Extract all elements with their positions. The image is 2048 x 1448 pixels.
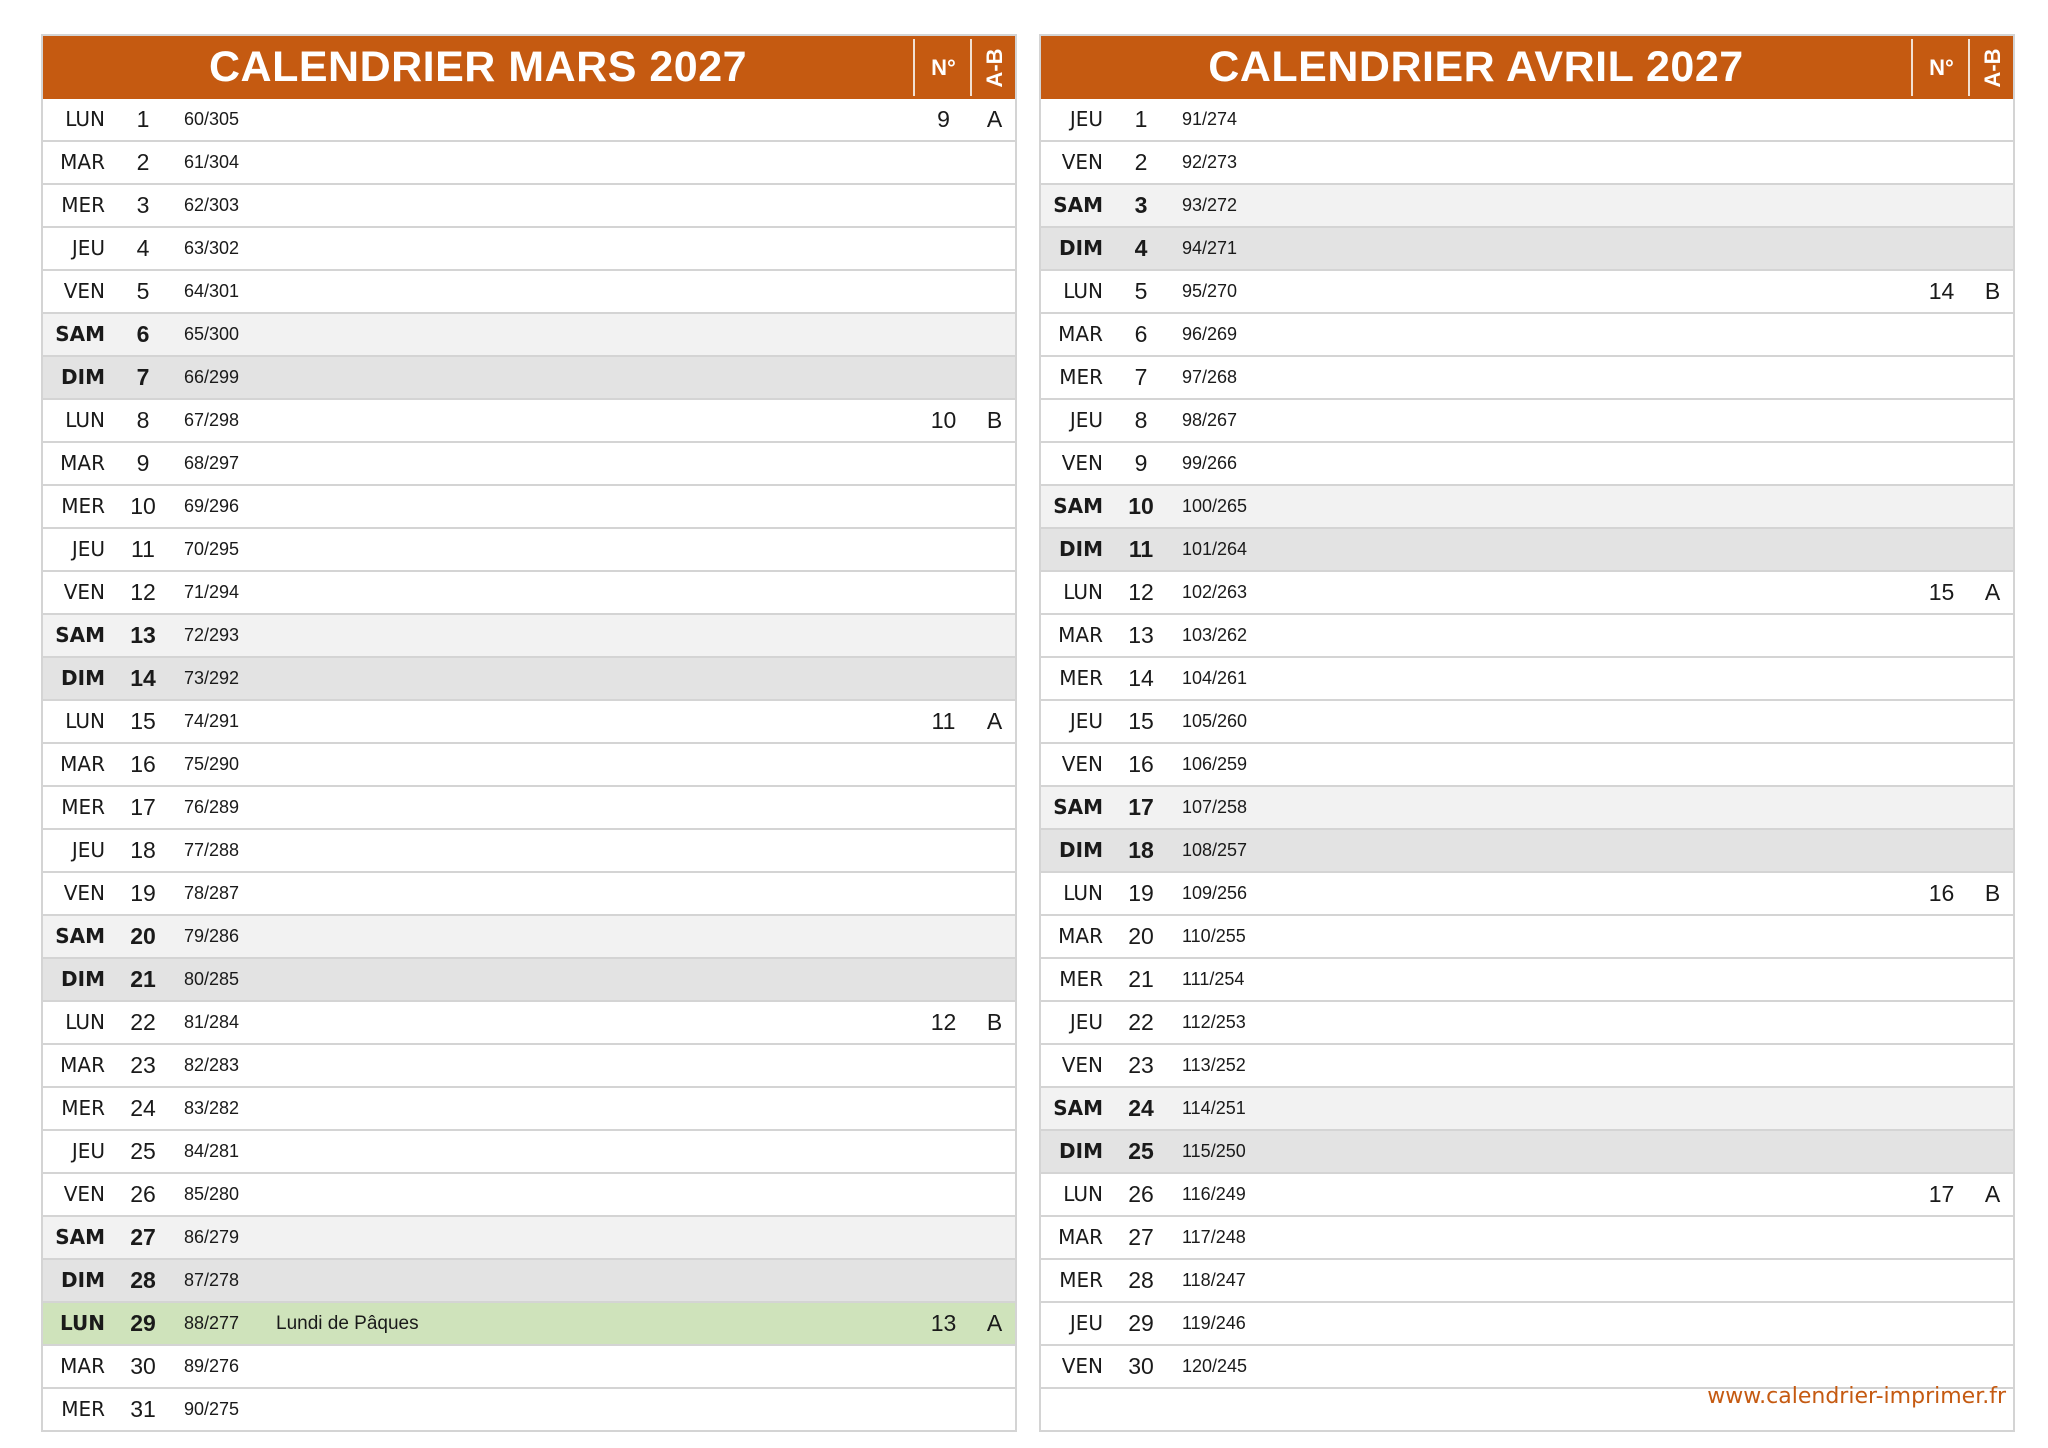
day-number: 16 xyxy=(130,751,156,777)
event-label: Lundi de Pâques xyxy=(276,1313,419,1334)
day-rows xyxy=(43,99,1015,1430)
day-row xyxy=(1041,1258,2013,1301)
day-of-year: 70/295 xyxy=(184,539,240,559)
day-of-year: 114/251 xyxy=(1182,1098,1246,1118)
day-row xyxy=(1041,742,2013,785)
day-of-year: 120/245 xyxy=(1182,1356,1248,1376)
day-row xyxy=(1041,1000,2013,1043)
day-name: LUN xyxy=(1063,580,1103,604)
day-of-year: 76/289 xyxy=(184,797,240,817)
day-row xyxy=(43,1344,1015,1387)
day-row xyxy=(1041,1086,2013,1129)
ab-week-header xyxy=(972,36,1017,99)
day-number: 31 xyxy=(130,1396,156,1422)
day-number: 28 xyxy=(1128,1267,1154,1293)
day-row xyxy=(1041,613,2013,656)
day-row xyxy=(1041,140,2013,183)
day-number: 3 xyxy=(1134,192,1148,218)
day-name: SAM xyxy=(55,623,105,647)
day-number: 8 xyxy=(1134,407,1148,433)
day-of-year: 88/277 xyxy=(184,1313,240,1333)
day-name: SAM xyxy=(1053,193,1103,217)
day-of-year: 64/301 xyxy=(184,281,240,301)
day-row xyxy=(43,269,1015,312)
day-row xyxy=(1041,570,2013,613)
day-number: 3 xyxy=(136,192,150,218)
day-of-year: 77/288 xyxy=(184,840,240,860)
day-row xyxy=(1041,441,2013,484)
day-name: MAR xyxy=(60,451,105,475)
day-of-year: 95/270 xyxy=(1182,281,1238,301)
day-number: 23 xyxy=(1128,1052,1154,1078)
day-name: MAR xyxy=(60,1053,105,1077)
day-number: 29 xyxy=(1128,1310,1154,1336)
day-of-year: 80/285 xyxy=(184,969,240,989)
day-name: MER xyxy=(61,1096,105,1120)
day-of-year: 84/281 xyxy=(184,1141,240,1161)
day-of-year: 106/259 xyxy=(1182,754,1248,774)
week-number: 10 xyxy=(930,407,957,433)
day-number: 4 xyxy=(1134,235,1148,261)
day-number: 1 xyxy=(136,106,150,132)
month-header xyxy=(1041,36,2013,99)
day-row xyxy=(43,1129,1015,1172)
day-number: 30 xyxy=(130,1353,156,1379)
day-number: 23 xyxy=(130,1052,156,1078)
ab-week: B xyxy=(1984,880,2001,906)
day-number: 26 xyxy=(130,1181,156,1207)
day-name xyxy=(1041,1389,1103,1430)
day-name: DIM xyxy=(1059,236,1103,260)
day-of-year: 98/267 xyxy=(1182,410,1238,430)
day-name: MAR xyxy=(1058,1225,1103,1249)
day-number: 2 xyxy=(1134,149,1148,175)
day-of-year: 92/273 xyxy=(1182,152,1238,172)
ab-week-header-label: A-B xyxy=(1979,47,2005,88)
day-name: VEN xyxy=(63,881,105,905)
day-number: 1 xyxy=(1134,106,1148,132)
day-name: JEU xyxy=(1069,107,1103,131)
website-link[interactable]: www.calendrier-imprimer.fr xyxy=(1707,1384,2006,1409)
day-row xyxy=(43,914,1015,957)
day-row xyxy=(1041,699,2013,742)
day-name: MER xyxy=(1059,1268,1103,1292)
day-row xyxy=(43,1301,1015,1344)
day-number: 12 xyxy=(1128,579,1154,605)
day-name: LUN xyxy=(59,1311,105,1335)
ab-week: B xyxy=(986,1009,1003,1035)
day-row xyxy=(43,1043,1015,1086)
day-row xyxy=(1041,484,2013,527)
day-number: 25 xyxy=(1128,1138,1154,1164)
day-name: DIM xyxy=(61,1268,105,1292)
day-name: JEU xyxy=(1069,709,1103,733)
day-row xyxy=(1041,1344,2013,1387)
day-name: VEN xyxy=(1061,1354,1103,1378)
day-name: MAR xyxy=(1058,623,1103,647)
day-row xyxy=(1041,99,2013,140)
day-of-year: 117/248 xyxy=(1182,1227,1246,1247)
day-of-year: 61/304 xyxy=(184,152,240,172)
day-number: 24 xyxy=(1128,1095,1154,1121)
day-name: JEU xyxy=(71,1139,105,1163)
day-of-year: 69/296 xyxy=(184,496,240,516)
day-number: 4 xyxy=(136,235,150,261)
day-row xyxy=(1041,1043,2013,1086)
day-name: MAR xyxy=(60,150,105,174)
day-of-year: 99/266 xyxy=(1182,453,1238,473)
day-of-year: 63/302 xyxy=(184,238,240,258)
day-name: MER xyxy=(1059,666,1103,690)
day-number: 10 xyxy=(130,493,156,519)
ab-week: A xyxy=(1984,579,2001,605)
day-of-year: 111/254 xyxy=(1182,969,1245,989)
day-name: DIM xyxy=(61,365,105,389)
day-of-year: 62/303 xyxy=(184,195,240,215)
day-row xyxy=(43,441,1015,484)
day-number: 13 xyxy=(130,622,156,648)
day-name: VEN xyxy=(1061,150,1103,174)
week-number-header: N° xyxy=(1929,55,1954,80)
day-row xyxy=(1041,355,2013,398)
day-number: 15 xyxy=(130,708,156,734)
day-of-year: 116/249 xyxy=(1182,1184,1246,1204)
day-of-year: 85/280 xyxy=(184,1184,240,1204)
day-name: DIM xyxy=(1059,838,1103,862)
day-of-year: 119/246 xyxy=(1182,1313,1246,1333)
calendar-march xyxy=(41,34,1017,1432)
day-name: MAR xyxy=(1058,322,1103,346)
ab-week-header xyxy=(1970,36,2015,99)
day-of-year: 105/260 xyxy=(1182,711,1248,731)
day-of-year: 65/300 xyxy=(184,324,240,344)
day-number: 26 xyxy=(1128,1181,1154,1207)
day-of-year: 107/258 xyxy=(1182,797,1248,817)
day-of-year: 104/261 xyxy=(1182,668,1248,688)
day-row xyxy=(43,398,1015,441)
day-row xyxy=(1041,914,2013,957)
day-row xyxy=(43,140,1015,183)
calendar-april xyxy=(1039,34,2015,1432)
day-of-year: 81/284 xyxy=(184,1012,240,1032)
day-of-year: 82/283 xyxy=(184,1055,240,1075)
day-number: 29 xyxy=(130,1310,156,1336)
header-divider xyxy=(1911,39,1913,96)
day-number: 30 xyxy=(1128,1353,1154,1379)
day-of-year: 93/272 xyxy=(1182,195,1238,215)
day-number xyxy=(1111,1389,1171,1430)
day-of-year: 86/279 xyxy=(184,1227,240,1247)
day-of-year: 97/268 xyxy=(1182,367,1238,387)
week-number: 17 xyxy=(1928,1181,1955,1207)
day-name: LUN xyxy=(1063,279,1103,303)
day-row xyxy=(43,656,1015,699)
day-number: 20 xyxy=(1128,923,1154,949)
day-of-year: 96/269 xyxy=(1182,324,1238,344)
day-row xyxy=(1041,527,2013,570)
day-of-year: 79/286 xyxy=(184,926,240,946)
day-number: 28 xyxy=(130,1267,156,1293)
day-name: JEU xyxy=(71,838,105,862)
day-of-year: 102/263 xyxy=(1182,582,1248,602)
week-number: 11 xyxy=(931,708,956,734)
day-name: JEU xyxy=(1069,1010,1103,1034)
day-name: JEU xyxy=(71,236,105,260)
day-number: 11 xyxy=(131,536,155,562)
day-number: 25 xyxy=(130,1138,156,1164)
day-of-year: 66/299 xyxy=(184,367,240,387)
day-number: 7 xyxy=(1134,364,1148,390)
week-number: 14 xyxy=(1928,278,1955,304)
day-row xyxy=(43,355,1015,398)
day-name: VEN xyxy=(1061,451,1103,475)
ab-week-header-label: A-B xyxy=(981,47,1007,88)
day-name: VEN xyxy=(63,1182,105,1206)
day-of-year: 91/274 xyxy=(1182,109,1238,129)
day-row xyxy=(43,484,1015,527)
day-of-year: 72/293 xyxy=(184,625,240,645)
day-name: SAM xyxy=(55,322,105,346)
day-number: 6 xyxy=(1134,321,1148,347)
week-number: 12 xyxy=(930,1009,957,1035)
day-number: 17 xyxy=(1128,794,1154,820)
day-of-year: 60/305 xyxy=(184,109,240,129)
day-name: MER xyxy=(1059,967,1103,991)
day-of-year: 103/262 xyxy=(1182,625,1248,645)
day-of-year: 75/290 xyxy=(184,754,240,774)
header-divider xyxy=(913,39,915,96)
week-number: 16 xyxy=(1928,880,1955,906)
day-of-year: 109/256 xyxy=(1182,883,1248,903)
day-row xyxy=(43,742,1015,785)
day-of-year: 110/255 xyxy=(1182,926,1246,946)
day-number: 27 xyxy=(1128,1224,1154,1250)
day-row xyxy=(1041,398,2013,441)
day-row xyxy=(1041,1129,2013,1172)
day-row xyxy=(43,1000,1015,1043)
day-number: 6 xyxy=(136,321,150,347)
day-name: DIM xyxy=(1059,1139,1103,1163)
day-row xyxy=(43,1215,1015,1258)
day-name: SAM xyxy=(55,924,105,948)
day-name: SAM xyxy=(1053,494,1103,518)
day-number: 8 xyxy=(136,407,150,433)
day-of-year: 100/265 xyxy=(1182,496,1248,516)
day-number: 14 xyxy=(130,665,156,691)
day-name: MER xyxy=(61,795,105,819)
day-name: JEU xyxy=(1069,1311,1103,1335)
day-name: LUN xyxy=(65,1010,105,1034)
week-number: 15 xyxy=(1928,579,1955,605)
day-row xyxy=(1041,269,2013,312)
day-row xyxy=(1041,226,2013,269)
week-number: 9 xyxy=(937,106,950,132)
day-row xyxy=(43,570,1015,613)
ab-week: B xyxy=(986,407,1003,433)
day-row xyxy=(43,828,1015,871)
day-name: MER xyxy=(1059,365,1103,389)
day-name: DIM xyxy=(61,666,105,690)
day-number: 11 xyxy=(1128,536,1154,562)
day-row xyxy=(43,527,1015,570)
day-name: MAR xyxy=(60,1354,105,1378)
day-of-year: 113/252 xyxy=(1182,1055,1246,1075)
day-name: MAR xyxy=(1058,924,1103,948)
day-name: JEU xyxy=(71,537,105,561)
ab-week: A xyxy=(986,708,1003,734)
day-of-year xyxy=(1182,1389,1302,1430)
day-name: SAM xyxy=(1053,1096,1103,1120)
day-row xyxy=(43,871,1015,914)
day-row xyxy=(1041,871,2013,914)
day-row xyxy=(1041,828,2013,871)
day-number: 18 xyxy=(1128,837,1154,863)
month-title: CALENDRIER AVRIL 2027 xyxy=(1208,43,1744,91)
day-row xyxy=(43,183,1015,226)
day-name: MER xyxy=(61,193,105,217)
day-of-year: 94/271 xyxy=(1182,238,1238,258)
day-number: 7 xyxy=(136,364,150,390)
day-of-year: 115/250 xyxy=(1182,1141,1246,1161)
day-name: VEN xyxy=(63,279,105,303)
day-row xyxy=(43,226,1015,269)
day-number: 19 xyxy=(1128,880,1154,906)
day-of-year: 78/287 xyxy=(184,883,240,903)
ab-week: A xyxy=(986,106,1003,132)
ab-week: A xyxy=(986,1310,1003,1336)
ab-week: A xyxy=(1984,1181,2001,1207)
day-of-year: 67/298 xyxy=(184,410,240,430)
day-name: LUN xyxy=(65,709,105,733)
day-of-year: 74/291 xyxy=(184,711,240,731)
month-header xyxy=(43,36,1015,99)
day-of-year: 71/294 xyxy=(184,582,240,602)
day-of-year: 118/247 xyxy=(1182,1270,1246,1290)
day-row xyxy=(1041,656,2013,699)
day-row xyxy=(43,1258,1015,1301)
day-of-year: 90/275 xyxy=(184,1399,240,1419)
day-name: JEU xyxy=(1069,408,1103,432)
day-number: 22 xyxy=(1128,1009,1154,1035)
day-number: 9 xyxy=(136,450,150,476)
day-name: DIM xyxy=(61,967,105,991)
day-row xyxy=(43,785,1015,828)
day-row xyxy=(1041,1215,2013,1258)
day-rows xyxy=(1041,99,2013,1430)
day-row xyxy=(43,957,1015,1000)
day-name: LUN xyxy=(65,408,105,432)
ab-week: B xyxy=(1984,278,2001,304)
day-number: 9 xyxy=(1134,450,1148,476)
day-name: MER xyxy=(61,1397,105,1421)
day-row xyxy=(43,312,1015,355)
day-name: SAM xyxy=(1053,795,1103,819)
day-name: MAR xyxy=(60,752,105,776)
day-name: VEN xyxy=(63,580,105,604)
day-number: 12 xyxy=(130,579,156,605)
day-of-year: 112/253 xyxy=(1182,1012,1246,1032)
day-number: 14 xyxy=(1128,665,1154,691)
day-row xyxy=(43,1172,1015,1215)
day-number: 18 xyxy=(130,837,156,863)
day-number: 27 xyxy=(130,1224,156,1250)
day-number: 10 xyxy=(1128,493,1154,519)
day-of-year: 87/278 xyxy=(184,1270,240,1290)
month-title: CALENDRIER MARS 2027 xyxy=(208,43,748,91)
day-number: 13 xyxy=(1128,622,1154,648)
day-row xyxy=(1041,1172,2013,1215)
day-number: 17 xyxy=(130,794,156,820)
day-name: DIM xyxy=(1059,537,1103,561)
day-row xyxy=(43,613,1015,656)
day-row xyxy=(43,1387,1015,1430)
day-number: 21 xyxy=(130,966,156,992)
day-row xyxy=(43,99,1015,140)
week-number: 13 xyxy=(930,1310,957,1336)
week-number-header: N° xyxy=(931,55,956,80)
day-number: 16 xyxy=(1128,751,1154,777)
day-number: 5 xyxy=(136,278,150,304)
day-row xyxy=(1041,957,2013,1000)
day-row xyxy=(43,699,1015,742)
day-row xyxy=(1041,312,2013,355)
day-name: VEN xyxy=(1061,752,1103,776)
day-row xyxy=(43,1086,1015,1129)
day-of-year: 83/282 xyxy=(184,1098,240,1118)
day-name: VEN xyxy=(1061,1053,1103,1077)
day-name: LUN xyxy=(65,107,105,131)
day-of-year: 108/257 xyxy=(1182,840,1248,860)
day-number: 24 xyxy=(130,1095,156,1121)
day-row xyxy=(1041,1301,2013,1344)
day-name: MER xyxy=(61,494,105,518)
day-row xyxy=(1041,785,2013,828)
day-name: LUN xyxy=(1063,1182,1103,1206)
day-number: 21 xyxy=(1128,966,1154,992)
day-of-year: 73/292 xyxy=(184,668,240,688)
day-number: 5 xyxy=(1134,278,1148,304)
day-number: 22 xyxy=(130,1009,156,1035)
day-of-year: 101/264 xyxy=(1182,539,1248,559)
day-name: SAM xyxy=(55,1225,105,1249)
day-of-year: 68/297 xyxy=(184,453,240,473)
day-name: LUN xyxy=(1063,881,1103,905)
day-row xyxy=(1041,183,2013,226)
day-number: 2 xyxy=(136,149,150,175)
day-number: 15 xyxy=(1128,708,1154,734)
day-number: 20 xyxy=(130,923,156,949)
day-number: 19 xyxy=(130,880,156,906)
day-of-year: 89/276 xyxy=(184,1356,240,1376)
